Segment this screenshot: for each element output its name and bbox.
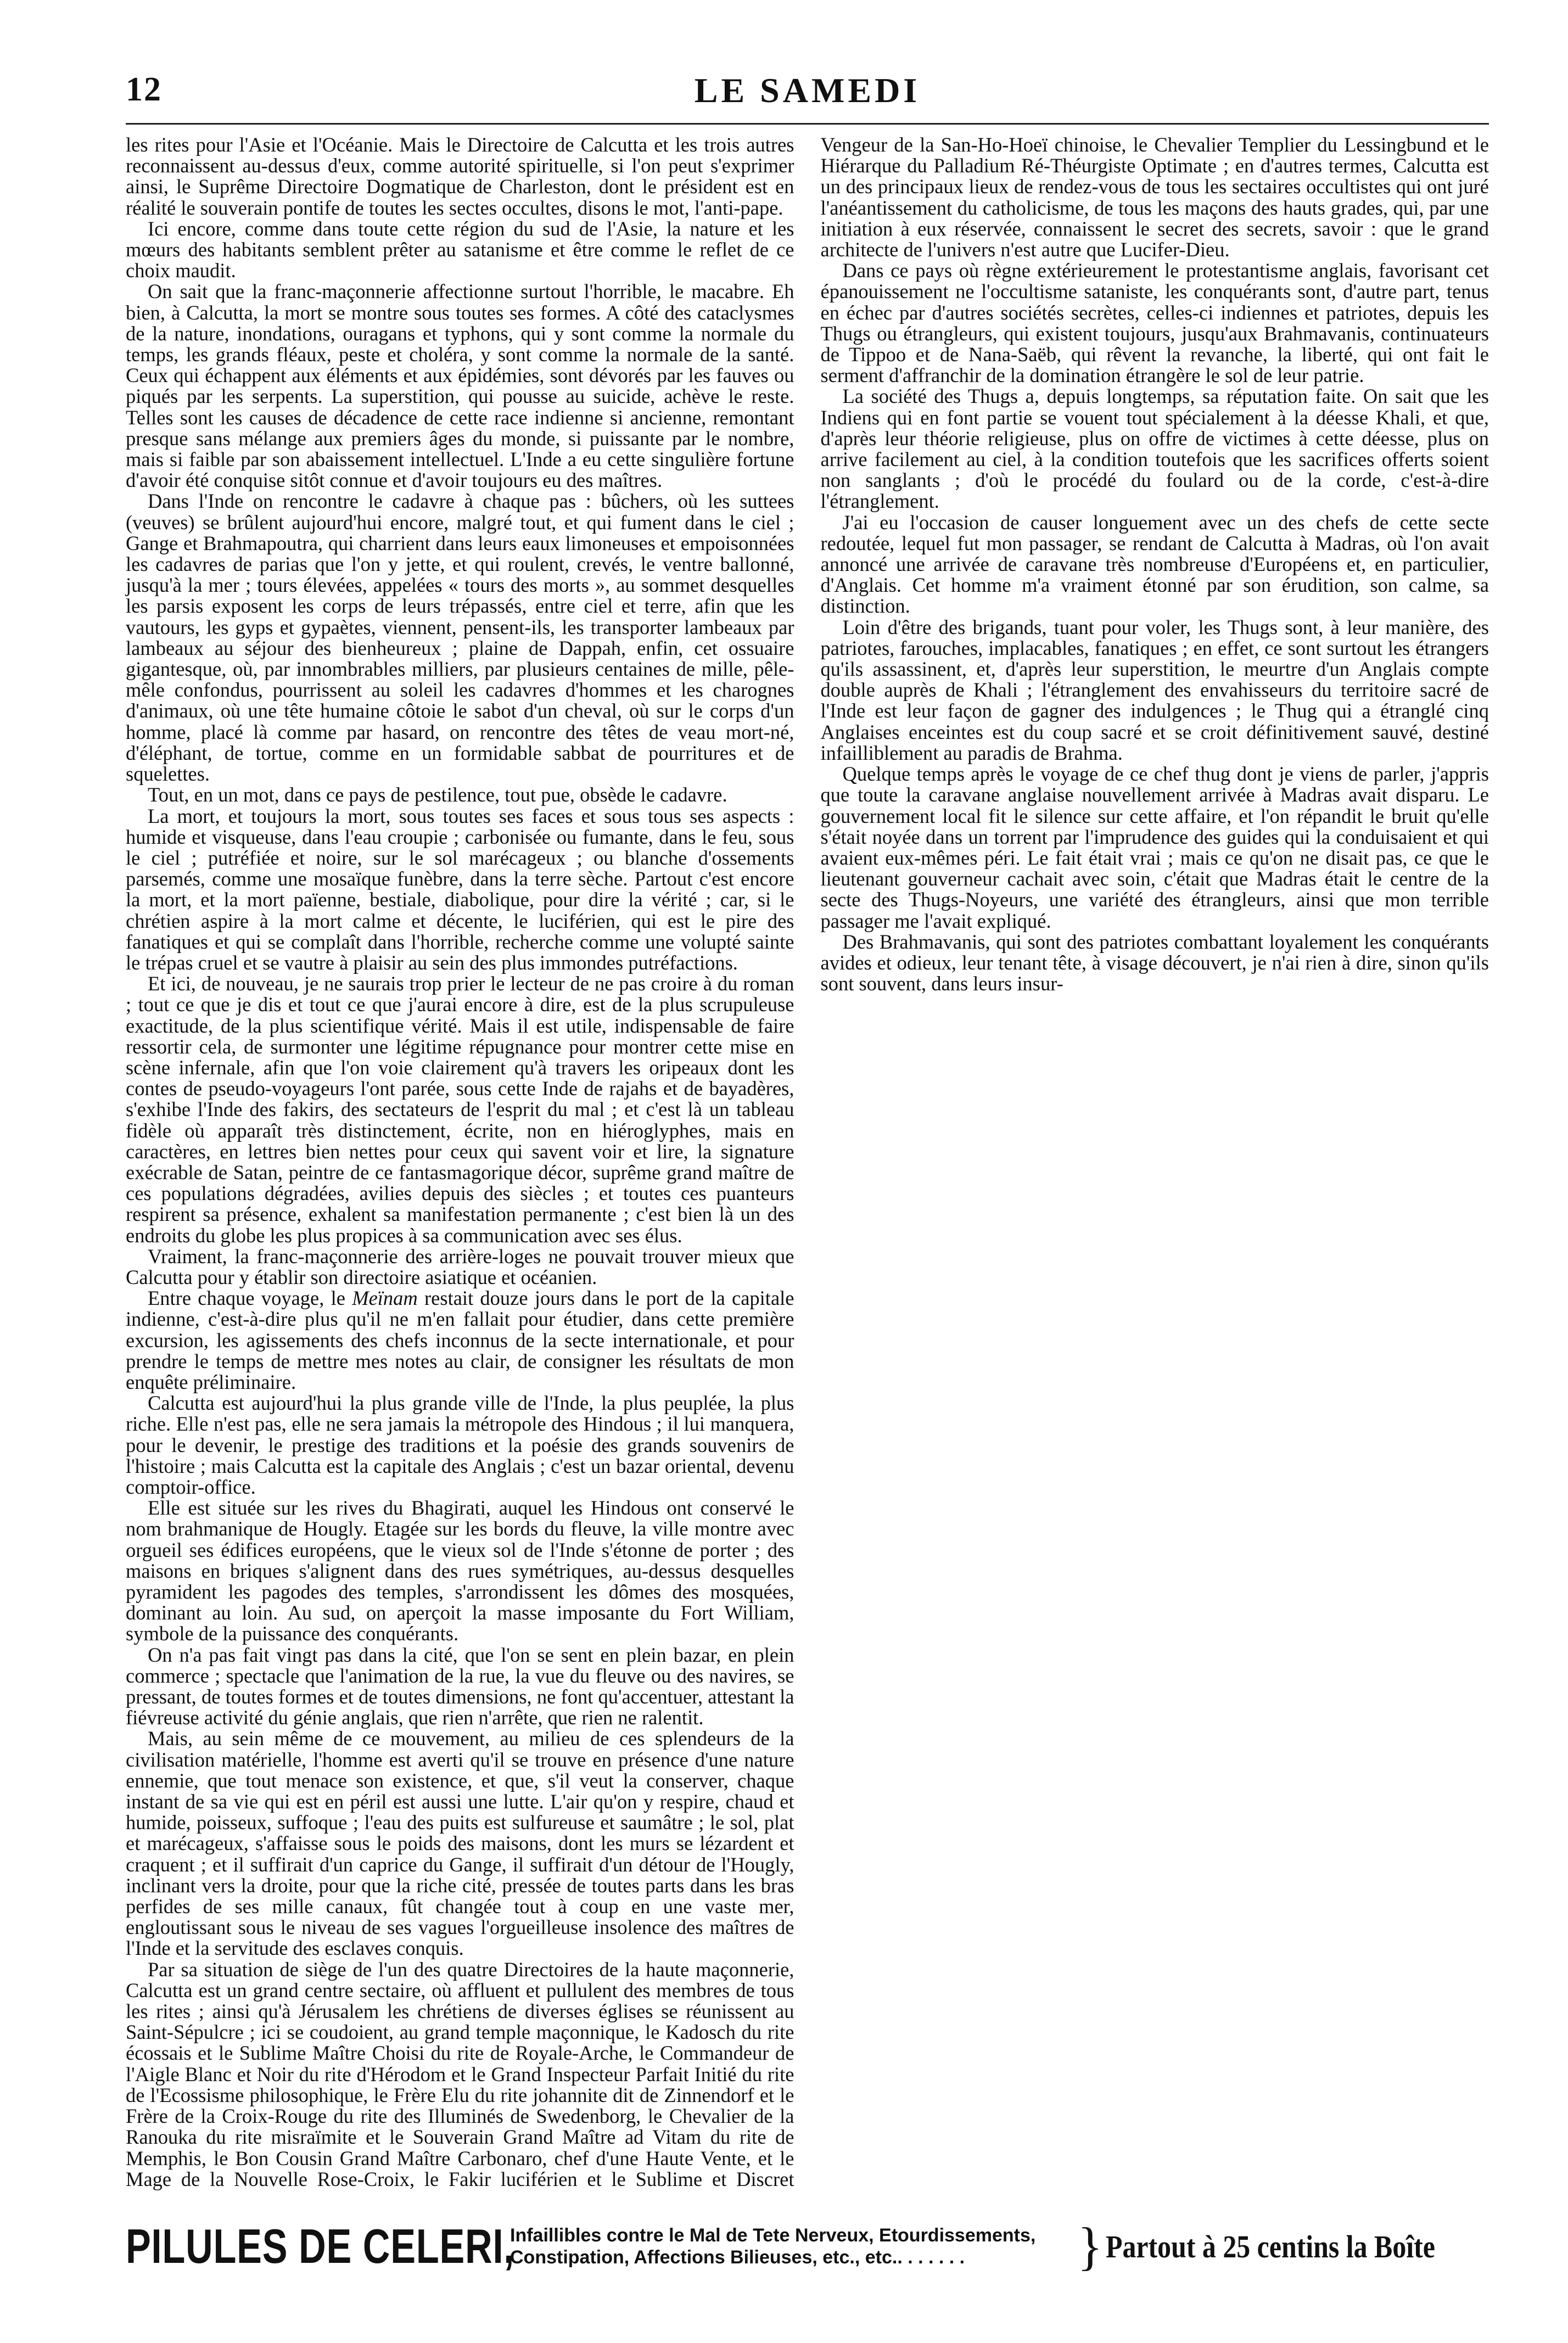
page-number: 12 <box>126 71 162 108</box>
article-paragraph: Calcutta est aujourd'hui la plus grande ville de l'Inde, la plus peuplée, la plus riche. Elle n'est pas, elle ne sera jamais la métropole des Hindous ; il lui manquera, pour le devenir, le prestige des traditions et la poésie des grands souvenirs de l'histoire ; mais Calcutta est la capitale des Anglais ; c'est un bazar oriental, devenu comptoir-office. <box>126 1392 794 1498</box>
page-header <box>126 70 1489 120</box>
article-paragraph: Tout, en un mot, dans ce pays de pestilence, tout pue, obsède le cadavre. <box>148 783 727 806</box>
brace-icon: } <box>1077 2217 1103 2275</box>
ship-name: Meïnam <box>352 1287 418 1310</box>
journal-title: LE SAMEDI <box>694 71 921 110</box>
footer-advertisement <box>126 2213 1489 2279</box>
header-rule <box>126 123 1489 125</box>
article-paragraph: Des Brahmavanis, qui sont des patriotes combattant loyalement les conquérants avides et odieux, leur tenant tête, à visage découvert, je n'ai rien à dire, sinon qu'ils sont souvent, dans leurs insur- <box>820 930 1489 995</box>
article-paragraph: J'ai eu l'occasion de causer longuement avec un des chefs de cette secte redoutée, lequel fut mon passager, se rendant de Calcutta à Madras, où l'on avait annoncé une arrivée de caravane très nombreuse d'Européens et, en particulier, d'Anglais. Cet homme m'a vraiment étonné par son érudition, son calme, sa distinction. <box>820 511 1489 618</box>
article-paragraph: Dans ce pays où règne extérieurement le protestantisme anglais, favorisant cet épanouissement ne l'occultisme sataniste, les conquérants sont, d'autre part, tenus en échec par d'autres sociétés secrètes, celles-ci indiennes et patriotes, depuis les Thugs ou étrangleurs, qui existent toujours, jusqu'aux Brahmavanis, continuateurs de Tippoo et de Nana-Saëb, qui rêvent la revanche, la liberté, qui ont fait le serment d'affranchir de la domination étrangère le sol de leur patrie. <box>820 259 1489 387</box>
article-paragraph: Dans l'Inde on rencontre le cadavre à chaque pas : bûchers, où les suttees (veuves) se brûlent aujourd'hui encore, malgré tout, et qui fument dans le ciel ; Gange et Brahmapoutra, qui charrient dans leurs eaux limoneuses et empoisonnées les cadavres de parias que l'on y jette, et qui roulent, crevés, le ventre ballonné, jusqu'à la mer ; tours élevées, appelées « tours des morts », au sommet desquelles les parsis exposent les corps de leurs trépassés, entre ciel et terre, afin que les vautours, les gyps et gypaètes, viennent, pensent-ils, les transporter lambeaux par lambeaux au séjour des bienheureux ; plaine de Dappah, enfin, cet ossuaire gigantesque, où, par innombrables milliers, par plusieurs centaines de mille, pêle-mêle confondus, pourrissent au soleil les cadavres d'hommes et les charognes d'animaux, où une tête humaine côtoie le sabot d'un cheval, où sur le corps d'un homme, placé là comme par hasard, on rencontre des têtes de veau mort-né, d'éléphant, de tortue, comme en un formidable sabbat de pourritures et de squelettes. <box>126 490 794 786</box>
article-paragraph: Quelque temps après le voyage de ce chef thug dont je viens de parler, j'appris que toute la caravane anglaise nouvellement arrivée à Madras avait disparu. Le gouvernement local fit le silence sur cette affaire, et l'on répandit le bruit qu'elle s'était noyée dans un torrent par l'imprudence des guides qui la conduisaient et qui avaient eux-mêmes péri. Le fait était vrai ; mais ce qu'on ne disait pas, ce que le lieutenant gouverneur cachait avec soin, c'était que Madras était le centre de la secte des Thugs-Noyeurs, une variété des étrangleurs, ainsi que mon terrible passager me l'avait expliqué. <box>820 763 1489 932</box>
article-paragraph: Loin d'être des brigands, tuant pour voler, les Thugs sont, à leur manière, des patriotes, farouches, implacables, fanatiques ; en effet, ce sont surtout les étrangers qu'ils assassinent, et, d'après leur superstition, le meurtre d'un Anglais compte double auprès de Khali ; l'étranglement des envahisseurs du territoire sacré de l'Inde est leur façon de gagner des indulgences ; le Thug qui a étranglé cinq Anglaises enceintes est du coup sacré et se croit définitivement sauvé, destiné infailliblement au paradis de Brahma. <box>820 615 1489 764</box>
article-paragraph: On n'a pas fait vingt pas dans la cité, que l'on se sent en plein bazar, en plein commerce ; spectacle que l'animation de la rue, la vue du fleuve ou des navires, se pressant, de toutes formes et de toutes dimensions, ne font qu'accentuer, attestant la fiévreuse activité du génie anglais, que rien n'arrête, que rien ne ralentit. <box>126 1643 794 1729</box>
article-paragraph: Mais, au sein même de ce mouvement, au milieu de ces splendeurs de la civilisation matérielle, l'homme est averti qu'il se trouve en présence d'une nature ennemie, que tout menace son existence, et que, s'il veut la conserver, chaque instant de sa vie qui est en péril est aussi une lutte. L'air qu'on y respire, chaud et humide, poisseux, suffoque ; l'eau des puits est sulfureuse et saumâtre ; le sol, plat et marécageux, s'affaisse sous le poids des maisons, dont les murs se lézardent et craquent ; et il suffirait d'un caprice du Gange, il suffirait d'un détour de l'Hougly, inclinant vers la droite, pour que la riche cité, pressée de toutes parts dans les bras perfides de ses mille canaux, fût changée tout à coup en une vaste mer, engloutissant sous le niveau de ses vagues l'orgueilleuse insolence des maîtres de l'Inde et la servitude des esclaves conquis. <box>126 1727 794 1960</box>
article-paragraph: On sait que la franc-maçonnerie affectionne surtout l'horrible, le macabre. Eh bien, à Calcutta, la mort se montre sous toutes ses formes. A côté des cataclysmes de la nature, inondations, ouragans et typhons, qui y sont comme la normale du temps, les grands fléaux, peste et choléra, y sont comme la normale de la santé. Ceux qui échappent aux éléments et aux épidémies, sont dévorés par les fauves ou piqués par les serpents. La superstition, qui pousse au suicide, achève le reste. Telles sont les causes de décadence de cette race indienne si ancienne, remontant presque sans mélange aux premiers âges du monde, si puissante par le nombre, mais si faible par son abaissement intellectuel. L'Inde a eu cette singulière fortune d'avoir été conquise sitôt connue et d'avoir toujours eu des maîtres. <box>126 280 794 492</box>
article-paragraph: Vraiment, la franc-maçonnerie des arrière-loges ne pouvait trouver mieux que Calcutta pour y établir son directoire asiatique et océanien. <box>126 1245 794 1288</box>
article-paragraph: les rites pour l'Asie et l'Océanie. Mais le Directoire de Calcutta et les trois autres reconnaissent au-dessus d'eux, comme autorité spirituelle, si l'on peut s'exprimer ainsi, le Suprême Directoire Dogmatique de Charleston, dont le président est en réalité le souverain pontife de toutes les sectes occultes, disons le mot, l'anti-pape. <box>126 133 794 219</box>
ad-description-line: Constipation, Affections Bilieuses, etc., etc.. . . . . . . <box>510 2247 965 2268</box>
article-paragraph: Et ici, de nouveau, je ne saurais trop prier le lecteur de ne pas croire à du roman ; tout ce que je dis et tout ce que j'aurai encore à dire, est de la plus scrupuleuse exactitude, de la plus scientifique vérité. Mais il est utile, indispensable de faire ressortir cela, de surmonter une légitime répugnance pour montrer cette mise en scène infernale, afin que l'on voie clairement qu'à travers les oripeaux dont les contes de pseudo-voyageurs l'ont parée, sous cette Inde de rajahs et de bayadères, s'exhibe l'Inde des fakirs, des sectateurs de l'esprit du mal ; et c'est là un tableau fidèle où apparaît très distinctement, écrite, non en hiéroglyphes, mais en caractères, en lettres bien nettes pour ceux qui savent voir et lire, la signature exécrable de Satan, peintre de ce fantasmagorique décor, suprême grand maître de ces populations dégradées, avilies depuis des siècles ; et toutes ces puanteurs respirent sa présence, exhalent sa manifestation permanente ; c'est bien là un des endroits du globe les plus propices à sa communication avec ses élus. <box>126 972 794 1247</box>
article-columns <box>126 134 1489 2190</box>
article-paragraph: La mort, et toujours la mort, sous toutes ses faces et sous tous ses aspects : humide et visqueuse, dans l'eau croupie ; carbonisée ou fumante, dans le feu, sous le ciel ; putréfiée et noire, sur le sol marécageux ; ou blanche d'ossements parsemés, comme une mosaïque funèbre, dans la terre sèche. Partout c'est encore la mort, et la mort païenne, bestiale, diabolique, pour dire la vérité ; car, si le chrétien aspire à la mort calme et décente, le luciférien, qui est le pire des fanatiques et qui se complaît dans l'horrible, recherche comme une volupté sainte le trépas cruel et se vautre à plaisir au sein des plus immondes putréfactions. <box>126 804 794 974</box>
ad-description <box>510 2224 1074 2268</box>
article-paragraph: La société des Thugs a, depuis longtemps, sa réputation faite. On sait que les Indiens qui en font partie se vouent tout spécialement à la déesse Khali, et que, d'après leur théorie religieuse, plus on offre de victimes à cette déesse, plus on arrive facilement au ciel, à la condition toutefois que les sacrifices offerts soient non sanglants ; d'où le procédé du foulard ou de la corde, c'est-à-dire l'étranglement. <box>820 385 1489 513</box>
ad-product-name: PILULES DE CELERI, <box>126 2219 515 2273</box>
ad-price: Partout à 25 centins la Boîte <box>1106 2228 1436 2264</box>
article-paragraph: Ici encore, comme dans toute cette région du sud de l'Asie, la nature et les mœurs des habitants semblent prêter au satanisme et être comme le reflet de ce choix maudit. <box>126 217 794 282</box>
article-paragraph: Par sa situation de siège de l'un des quatre Directoires de la haute maçonnerie, Calcutta est un grand centre sectaire, où affluent et pullulent des membres de tous les rites ; ainsi qu'à Jérusalem les chrétiens de diverses églises se réunissent au Saint-Sépulcre ; ici se coudoient, au grand temple maçonnique, le Kadosch du rite écossais et le Sublime Maître Choisi du rite de Royale-Arche, le Commandeur de l'Aigle Blanc et Noir du rite d'Hérodom et le Grand Inspecteur Parfait Initié du rite de l'Ecossisme philosophique, le Frère Elu du rite johannite dit de Zinnendorf et le Frère de la Croix-Rouge du rite des Illuminés de Swedenborg, le Chevalier de la Ranouka du rite misraïmite et le Souverain Grand Maître ad Vitam du rite de Memphis, le Bon Cousin Grand Maître Carbonaro, chef d'une Haute Vente, et le Mage de la Nouvelle Rose-Croix, le Fakir luciférien et le Sublime et Discret Vengeur de la San-Ho-Hoeï chinoise, le Chevalier Templier du Lessingbund et le Hiérarque du Palladium Ré-Théurgiste Optimate ; en d'autres termes, Calcutta est un des principaux lieux de rendez-vous de tous les sectaires occultistes qui ont juré l'anéantissement du catholicisme, de tous les maçons des hauts grades, qui, par une initiation à eux réservée, connaissent le secret des secrets, savoir : que le grand architecte de l'univers n'est autre que Lucifer-Dieu. <box>126 133 1489 2190</box>
article-paragraph: Elle est située sur les rives du Bhagirati, auquel les Hindous ont conservé le nom brahmanique de Hougly. Etagée sur les bords du fleuve, la ville montre avec orgueil ses édifices européens, que le vieux sol de l'Inde s'étonne de porter ; des maisons en briques s'alignent dans des rues symétriques, au-dessus desquelles pyramident les pagodes des temples, s'arrondissent les dômes des mosquées, dominant au loin. Au sud, on aperçoit la masse imposante du Fort William, symbole de la puissance des conquérants. <box>126 1496 794 1645</box>
article-paragraph: Entre chaque voyage, le Meïnam restait douze jours dans le port de la capitale indienne, c'est-à-dire plus qu'il ne m'en fallait pour étudier, dans cette première excursion, les agissements des chefs inconnus de la secte internationale, et pour prendre le temps de mettre mes notes au clair, de consigner les résultats de mon enquête préliminaire. <box>126 1287 794 1393</box>
ad-description-line: Infaillibles contre le Mal de Tete Nerveux, Etourdissements, <box>510 2225 1036 2246</box>
